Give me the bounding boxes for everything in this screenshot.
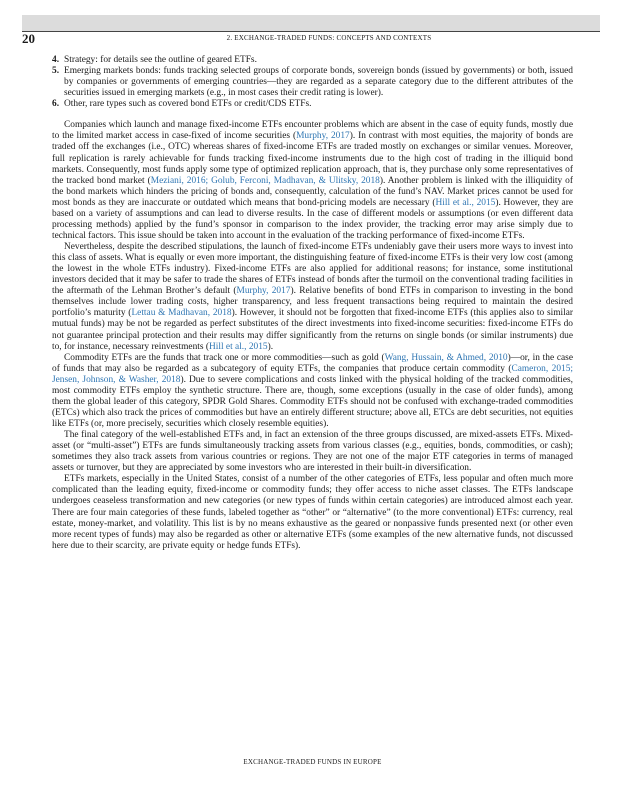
page-number: 20 (22, 31, 35, 46)
text-segment: ). Another problem is linked with the illiquidity of the bond markets which hinders the pricing of bonds and, consequently, calculation of the fund’s NAV. Market prices cannot be used for most bonds as they are inaccurate or outdated which means that bond-pricing models are necessary ( (52, 175, 573, 208)
citation-link[interactable]: Hill et al., 2015 (435, 197, 496, 208)
citation-link[interactable]: Murphy, 2017 (236, 286, 291, 297)
citation-link[interactable]: Wang, Hussain, & Ahmed, 2010 (384, 352, 508, 363)
list-item (52, 99, 573, 110)
paragraph-alternative-etfs (52, 474, 573, 551)
text-segment: ). Due to severe complications and costs linked with the physical holding of the tracked commodities, most commodity ETFs employ the synthetic structure. There are, though, some exceptions (usually in the case of older funds), among them the global leader of this category, SPDR Gold Shares. Commodity ETFs should not be confused with exchange-traded commodities (ETCs) which also track the prices of commodities but have an entirely different structure; above all, ETCs are debt securities, not equities like ETFs (or, more precisely, securities which closely resemble equities). (52, 374, 573, 429)
text-segment: )—or, in the case of funds that may also be regarded as a subcategory of equity ETFs, the companies that produce certain commodity ( (52, 352, 573, 374)
citation-link[interactable]: Murphy, 2017 (296, 131, 350, 142)
list-item-number: 6. (52, 99, 60, 110)
text-segment: Commodity ETFs are the funds that track one or more commodities—such as gold ( (64, 352, 385, 363)
paragraph-fixed-income-benefits (52, 242, 573, 353)
list-item-number: 5. (52, 66, 60, 77)
citation-link[interactable]: Lettau & Madhavan, 2018 (131, 308, 232, 319)
page-body (52, 55, 573, 552)
text-segment: ). In contrast with most equities, the majority of bonds are traded off the exchanges (i.e., OTC) whereas shares of fixed-income ETFs are traded mostly on exchanges or similar venues. Moreover, full replication is rarely achievable for funds tracking fixed-income instruments due to the high cost of trading in the illiquid bond markets. Consequently, most funds apply some type of optimized replication approach, that is, they purchase only some representatives of the tracked bond market ( (52, 131, 573, 186)
citation-link[interactable]: Hill et al., 2015 (208, 341, 268, 352)
list-item-text: Strategy: for details see the outline of geared ETFs. (64, 55, 257, 65)
text-segment: Nevertheless, despite the described stipulations, the launch of fixed-income ETFs undeniably gave their users more ways to invest into this class of assets. What is equally or even more important, the distinguishing feature of fixed-income ETFs is their very low cost (among the lowest in the whole ETFs industry). Fixed-income ETFs are also applied for additional reasons; for instance, some institutional investors decided that it may be safer to trade the shares of ETFs instead of bonds after the turmoil on the conventional trading facilities in the aftermath of the Lehman Brother’s default ( (52, 242, 573, 297)
citation-link[interactable]: Meziani, 2016; Golub, Ferconi, Madhavan, & Ulitsky, 2018 (150, 175, 380, 186)
text-segment: ). However, they are based on a variety of assumptions and can lead to diverse results. In the case of different models or assumptions (or even different data processing methods) applied by the fund’s sponsor in comparison to the index provider, the tracking error may arise simply due to technical factors. This issue should be taken into account in the evaluation of the tracking performance of fixed-income ETFs. (52, 197, 573, 241)
paragraph-fixed-income-problems (52, 120, 573, 242)
header-band (22, 15, 600, 31)
citation-link[interactable]: Cameron, 2015; Jensen, Johnson, & Washer, 2018 (52, 363, 573, 385)
text-segment: The final category of the well-established ETFs and, in fact an extension of the three groups discussed, are mixed-assets ETFs. Mixed-asset (or “multi-asset”) ETFs are funds simultaneously tracking assets from various classes (e.g., equities, bonds, commodities, or cash); sometimes they also track assets from various countries or regions. They are not one of the major ETF categories in terms of managed assets or turnover, but they are appreciated by some investors who are interested in their built-in diversification. (52, 430, 573, 474)
text-segment: ETFs markets, especially in the United States, consist of a number of the other categories of ETFs, less popular and often much more complicated than the leading equity, fixed-income or commodity funds; they offer access to niche asset classes. The ETFs landscape undergoes ceaseless transformation and new categories (or new types of funds within certain categories) are introduced almost each year. There are four main categories of these funds, labeled together as “other” or “alternative” (to the more conventional) ETFs: currency, real estate, money-market, and volatility. This list is by no means exhaustive as the geared or nonpassive funds presented next (or other even more recent types of funds) may also be regarded as other or alternative ETFs (some examples of the new alternative funds, not discussed here due to their scarcity, are private equity or hedge funds ETFs). (52, 474, 573, 551)
paragraph-mixed-asset-etfs (52, 430, 573, 474)
list-item (52, 66, 573, 99)
text-segment: ). (267, 341, 274, 352)
list-item (52, 55, 573, 66)
text-segment: ). Relative benefits of bond ETFs in comparison to investing in the bond themselves include lower trading costs, higher transparency, and less frequent transactions being required to maintain the desired portfolio’s maturity ( (52, 286, 573, 319)
running-head: 2. EXCHANGE-TRADED FUNDS: CONCEPTS AND CONTEXTS (226, 34, 432, 42)
list-item-number: 4. (52, 55, 60, 65)
list-item-text: Other, rare types such as covered bond ETFs or credit/CDS ETFs. (64, 99, 312, 110)
text-segment: Companies which launch and manage fixed-income ETFs encounter problems which are absent in the case of equity funds, mostly due to the limited market access in case-fixed of income securities ( (52, 120, 573, 142)
text-segment: ). However, it should not be forgotten that fixed-income ETFs (this applies also to similar mutual funds) may be not be regarded as perfect substitutes of the direct investments into fixed-income securities: fixed-income ETFs do not guarantee principal protection and their results may differ significantly from the returns on single bonds (or similar instruments) due to, for instance, necessary reinvestments ( (52, 308, 573, 352)
paragraph-commodity-etfs (52, 353, 573, 430)
list-item-text: Emerging markets bonds: funds tracking selected groups of corporate bonds, sovereign bonds (issued by governments) or both, issued by companies or governments of emerging countries—they are regarded as a separate category due to the different attributes of the securities issued in emerging markets (e.g., in most cases their credit rating is lower). (64, 66, 573, 99)
running-footer: EXCHANGE-TRADED FUNDS IN EUROPE (243, 758, 382, 766)
numbered-list (52, 55, 573, 110)
header-rule (22, 31, 600, 32)
